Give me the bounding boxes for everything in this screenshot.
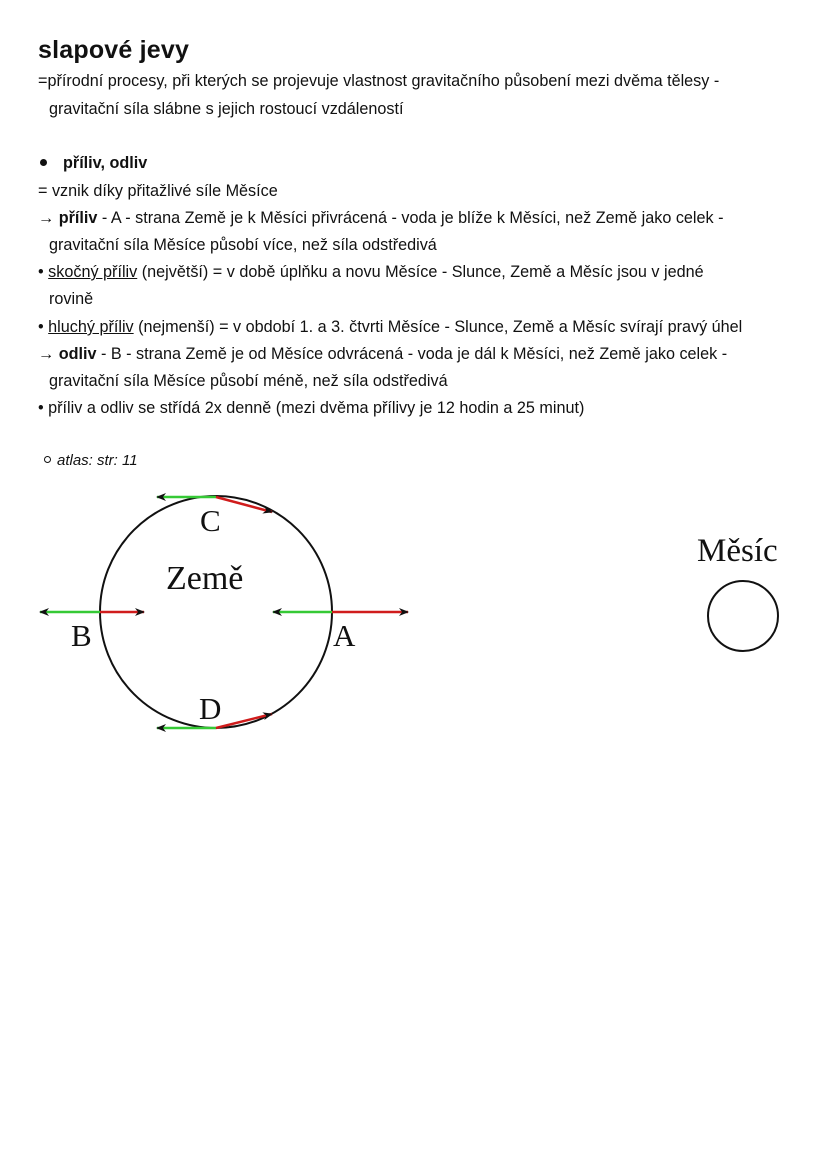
priliv-term: příliv xyxy=(58,209,98,227)
bullet-icon xyxy=(40,159,47,166)
moon-label: Měsíc xyxy=(697,533,778,569)
priliv-line xyxy=(38,208,724,228)
odliv-term: odliv xyxy=(58,345,97,363)
odliv-text: - B - strana Země je od Měsíce odvrácená - voda je dál k Měsíci, než Země jako celek - xyxy=(96,345,728,363)
cause-line: = vznik díky přitažlivé síle Měsíce xyxy=(38,182,278,200)
point-c-label: C xyxy=(200,503,221,538)
arrow-right-icon: → xyxy=(38,345,55,363)
skocny-text: (největší) = v době úplňku a novu Měsíce - Slunce, Země a Měsíc jsou v jedné xyxy=(137,263,704,281)
page-title: slapové jevy xyxy=(38,36,190,64)
section-heading-text: příliv, odliv xyxy=(63,154,148,172)
hluchy-text: (nejmenší) = v období 1. a 3. čtvrti Měsíce - Slunce, Země a Měsíc svírají pravý úhel xyxy=(133,318,743,336)
arrow-d-red xyxy=(216,714,272,728)
odliv-line xyxy=(38,344,727,364)
atlas-reference xyxy=(44,452,138,469)
hluchy-line xyxy=(38,317,742,337)
skocny-line xyxy=(38,262,704,282)
earth-label: Země xyxy=(166,560,244,597)
hluchy-term: hluchý příliv xyxy=(48,318,134,336)
moon-circle xyxy=(708,581,778,651)
skocny-term: skočný příliv xyxy=(48,263,138,281)
atlas-text: atlas: str: 11 xyxy=(57,452,138,469)
bullet-icon: • xyxy=(38,318,44,336)
priliv-text: - A - strana Země je k Měsíci přivrácená - voda je blíže k Měsíci, než Země jako celek - xyxy=(97,209,724,227)
circle-bullet-icon xyxy=(44,456,51,463)
point-d-label: D xyxy=(199,691,222,726)
tide-diagram xyxy=(0,480,828,780)
skocny-line-2: rovině xyxy=(49,290,94,308)
definition-line-2: gravitační síla slábne s jejich rostoucí vzdáleností xyxy=(49,100,404,118)
point-b-label: B xyxy=(71,618,92,653)
bullet-icon: • xyxy=(38,263,44,281)
priliv-line-2: gravitační síla Měsíce působí více, než síla odstředivá xyxy=(49,236,437,254)
arrow-right-icon: → xyxy=(38,209,55,227)
definition-line-1: =přírodní procesy, při kterých se projevuje vlastnost gravitačního působení mezi dvěma tělesy - xyxy=(38,72,720,90)
point-a-label: A xyxy=(333,618,356,653)
section-heading xyxy=(38,154,147,173)
odliv-line-2: gravitační síla Měsíce působí méně, než síla odstředivá xyxy=(49,372,448,390)
stridani-line: • příliv a odliv se střídá 2x denně (mezi dvěma přílivy je 12 hodin a 25 minut) xyxy=(38,399,585,417)
